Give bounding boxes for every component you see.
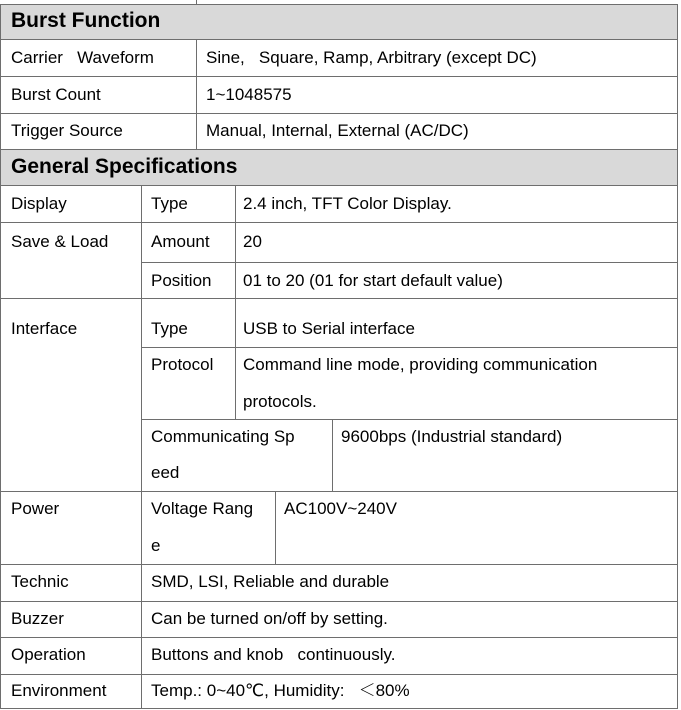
rule [141,185,142,708]
burst-count-label: Burst Count [11,85,101,104]
operation-value: Buttons and knob continuously. [151,645,396,664]
rule [0,149,678,150]
buzzer-value: Can be turned on/off by setting. [151,609,388,628]
interface-type-value: USB to Serial interface [243,319,415,338]
display-label: Display [11,194,67,213]
carrier-waveform-value: Sine, Square, Ramp, Arbitrary (except DC) [206,48,537,67]
rule [0,113,678,114]
rule [141,262,678,263]
environment-label: Environment [11,681,107,700]
rule [0,222,678,223]
interface-protocol-sublabel: Protocol [151,355,214,374]
environment-value: Temp.: 0~40℃, Humidity: ＜80% [151,681,410,700]
rule [0,708,678,709]
rule [0,4,1,709]
burst-section-title: Burst Function [11,9,161,32]
technic-label: Technic [11,572,69,591]
interface-speed-value: 9600bps (Industrial standard) [341,427,563,446]
save-load-position-sublabel: Position [151,271,212,290]
trigger-source-label: Trigger Source [11,121,123,140]
rule [196,0,197,4]
save-load-amount-sublabel: Amount [151,232,210,251]
burst-count-value: 1~1048575 [206,85,292,104]
interface-speed-sublabel-line1: Communicating Sp [151,427,295,446]
rule [275,491,276,564]
power-label: Power [11,499,60,518]
rule [0,39,678,40]
operation-label: Operation [11,645,86,664]
rule [196,39,197,149]
save-load-position-value: 01 to 20 (01 for start default value) [243,271,503,290]
rule [0,601,678,602]
rule [141,419,678,420]
rule [0,4,678,5]
save-load-label: Save & Load [11,232,109,251]
general-section-title: General Specifications [11,155,238,178]
rule [0,564,678,565]
rule [0,298,678,299]
power-voltage-sublabel-line2: e [151,536,161,555]
rule [235,185,236,419]
rule [0,491,678,492]
display-type-sublabel: Type [151,194,188,213]
trigger-source-value: Manual, Internal, External (AC/DC) [206,121,469,140]
technic-value: SMD, LSI, Reliable and durable [151,572,390,591]
interface-type-sublabel: Type [151,319,188,338]
interface-label: Interface [11,319,78,338]
power-voltage-sublabel-line1: Voltage Rang [151,499,254,518]
rule [141,347,678,348]
carrier-waveform-label: Carrier Waveform [11,48,154,67]
rule [0,637,678,638]
display-type-value: 2.4 inch, TFT Color Display. [243,194,452,213]
rule [0,76,678,77]
buzzer-label: Buzzer [11,609,64,628]
rule [0,674,678,675]
interface-speed-sublabel-line2: eed [151,463,180,482]
rule [0,185,678,186]
rule [332,419,333,491]
interface-protocol-value-line1: Command line mode, providing communication [243,355,598,374]
save-load-amount-value: 20 [243,232,262,251]
interface-protocol-value-line2: protocols. [243,392,317,411]
power-voltage-value: AC100V~240V [284,499,397,518]
rule [677,4,678,709]
